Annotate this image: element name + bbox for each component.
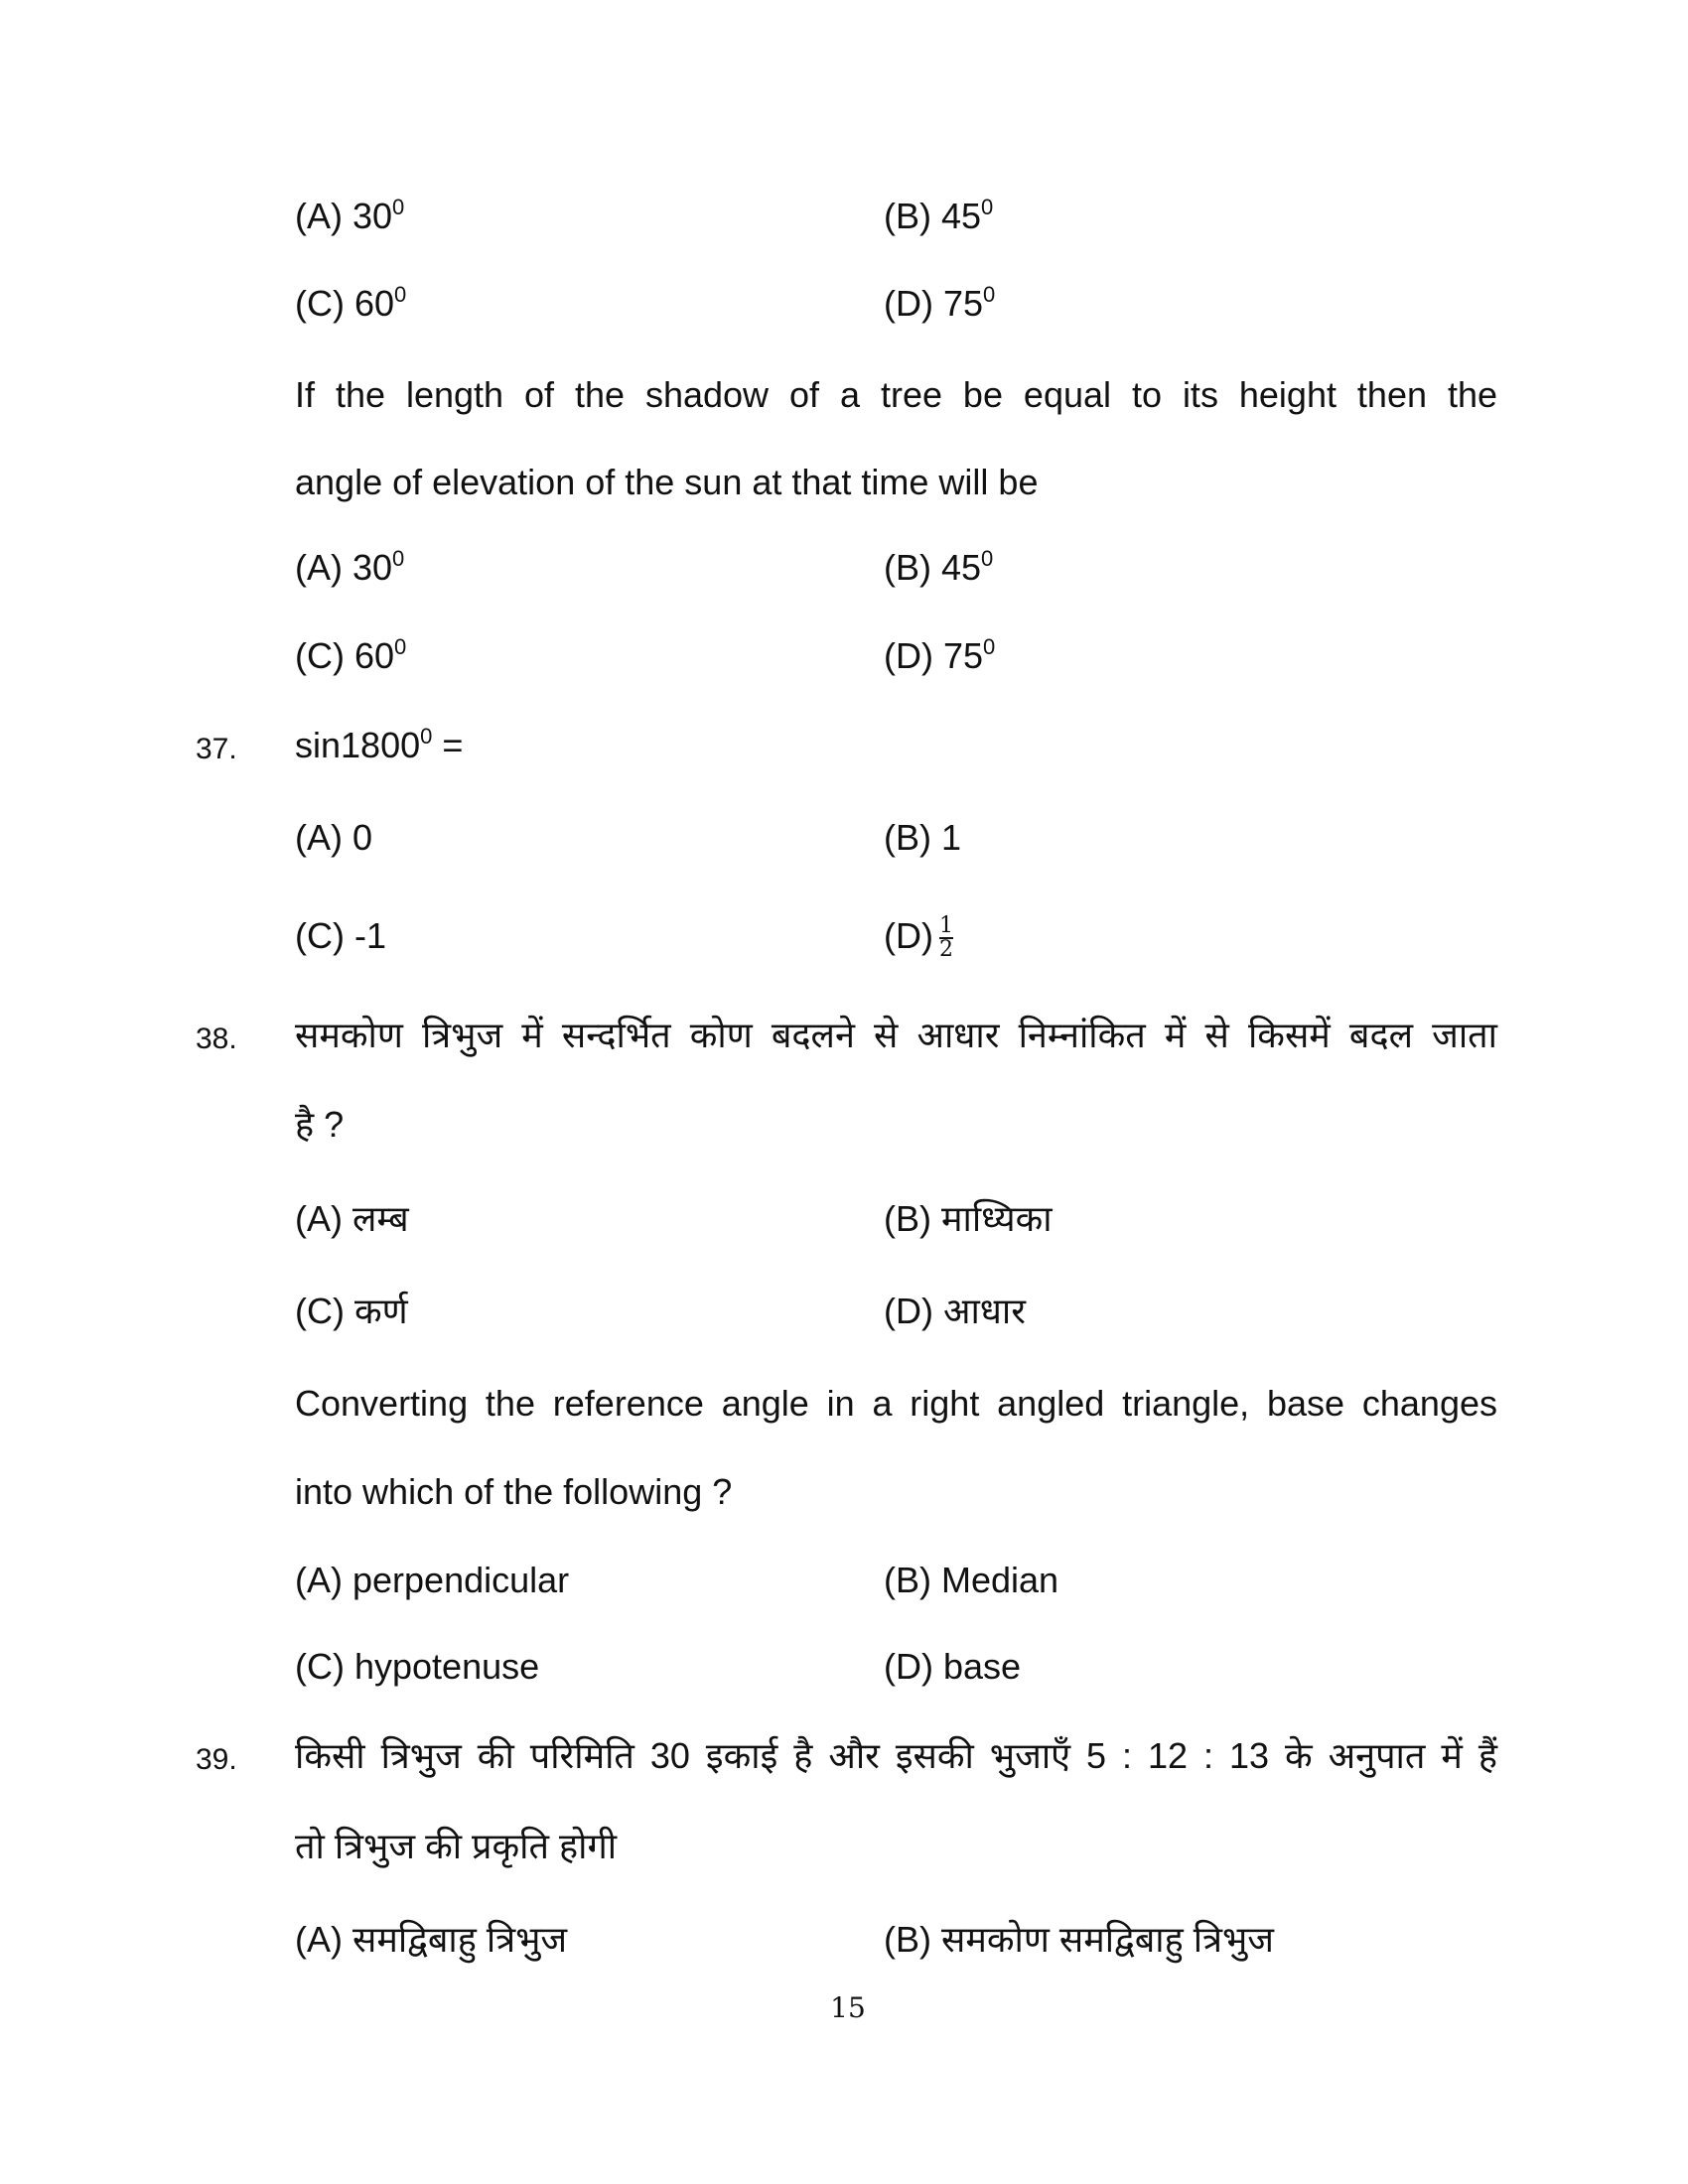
option-c: (C) कर्ण — [295, 1291, 408, 1331]
option-a — [295, 195, 404, 238]
option-label: (D) — [884, 915, 933, 956]
option-text: (C) 60 — [295, 635, 395, 676]
degree-sup: 0 — [420, 724, 433, 749]
question-english-line: If the length of the shadow of a tree be equal to its height then the — [295, 374, 1497, 415]
question-number: 37. — [196, 733, 237, 765]
option-b — [884, 546, 993, 590]
degree-sup: 0 — [394, 282, 407, 307]
option-c: (C) -1 — [295, 915, 386, 956]
degree-sup: 0 — [394, 634, 407, 659]
degree-sup: 0 — [392, 195, 405, 219]
question-english-line: Converting the reference angle in a right angled triangle, base changes — [295, 1383, 1497, 1424]
stem-text: sin1800 — [295, 725, 421, 765]
fraction-numerator: 1 — [938, 913, 953, 939]
option-a — [295, 546, 404, 590]
option-text: (A) 30 — [295, 196, 393, 236]
option-a: (A) लम्ब — [295, 1198, 409, 1239]
question-hindi-line: तो त्रिभुज की प्रकृति होगी — [295, 1826, 618, 1866]
option-b: (B) Median — [884, 1560, 1059, 1600]
option-text: (A) 30 — [295, 547, 393, 588]
degree-sup: 0 — [392, 546, 405, 571]
degree-sup: 0 — [983, 634, 996, 659]
option-text: (B) 45 — [884, 547, 982, 588]
stem-text: = — [432, 725, 464, 765]
option-c: (C) hypotenuse — [295, 1646, 540, 1687]
option-a: (A) समद्विबाहु त्रिभुज — [295, 1919, 568, 1960]
question-hindi-line: है ? — [295, 1104, 345, 1145]
fraction — [939, 915, 953, 961]
degree-sup: 0 — [981, 546, 994, 571]
question-english-line: angle of elevation of the sun at that time will be — [295, 462, 1039, 502]
option-text: (D) 75 — [884, 635, 984, 676]
question-number: 38. — [196, 1023, 237, 1055]
option-d — [884, 634, 995, 678]
option-d — [884, 282, 995, 326]
question-hindi-line: किसी त्रिभुज की परिमिति 30 इकाई है और इसकी भुजाएँ 5 : 12 : 13 के अनुपात में हैं — [295, 1735, 1497, 1776]
option-b: (B) माध्यिका — [884, 1198, 1053, 1239]
question-english-line: into which of the following ? — [295, 1471, 733, 1512]
question-number: 39. — [196, 1743, 237, 1776]
question-stem — [295, 724, 463, 767]
option-b — [884, 195, 993, 238]
option-c — [295, 282, 406, 326]
option-d: (D) आधार — [884, 1291, 1026, 1331]
question-hindi-line: समकोण त्रिभुज में सन्दर्भित कोण बदलने से आधार निम्नांकित में से किसमें बदल जाता — [295, 1015, 1497, 1055]
fraction-denominator: 2 — [938, 937, 953, 963]
degree-sup: 0 — [983, 282, 996, 307]
option-text: (B) 45 — [884, 196, 982, 236]
option-b: (B) समकोण समद्विबाहु त्रिभुज — [884, 1919, 1274, 1960]
option-d — [884, 914, 953, 961]
option-a: (A) perpendicular — [295, 1560, 570, 1600]
option-b: (B) 1 — [884, 817, 962, 858]
option-c — [295, 634, 406, 678]
degree-sup: 0 — [981, 195, 994, 219]
page-number: 15 — [830, 1991, 866, 2024]
option-d: (D) base — [884, 1646, 1022, 1687]
option-text: (C) 60 — [295, 283, 395, 324]
option-text: (D) 75 — [884, 283, 984, 324]
option-a: (A) 0 — [295, 817, 373, 858]
